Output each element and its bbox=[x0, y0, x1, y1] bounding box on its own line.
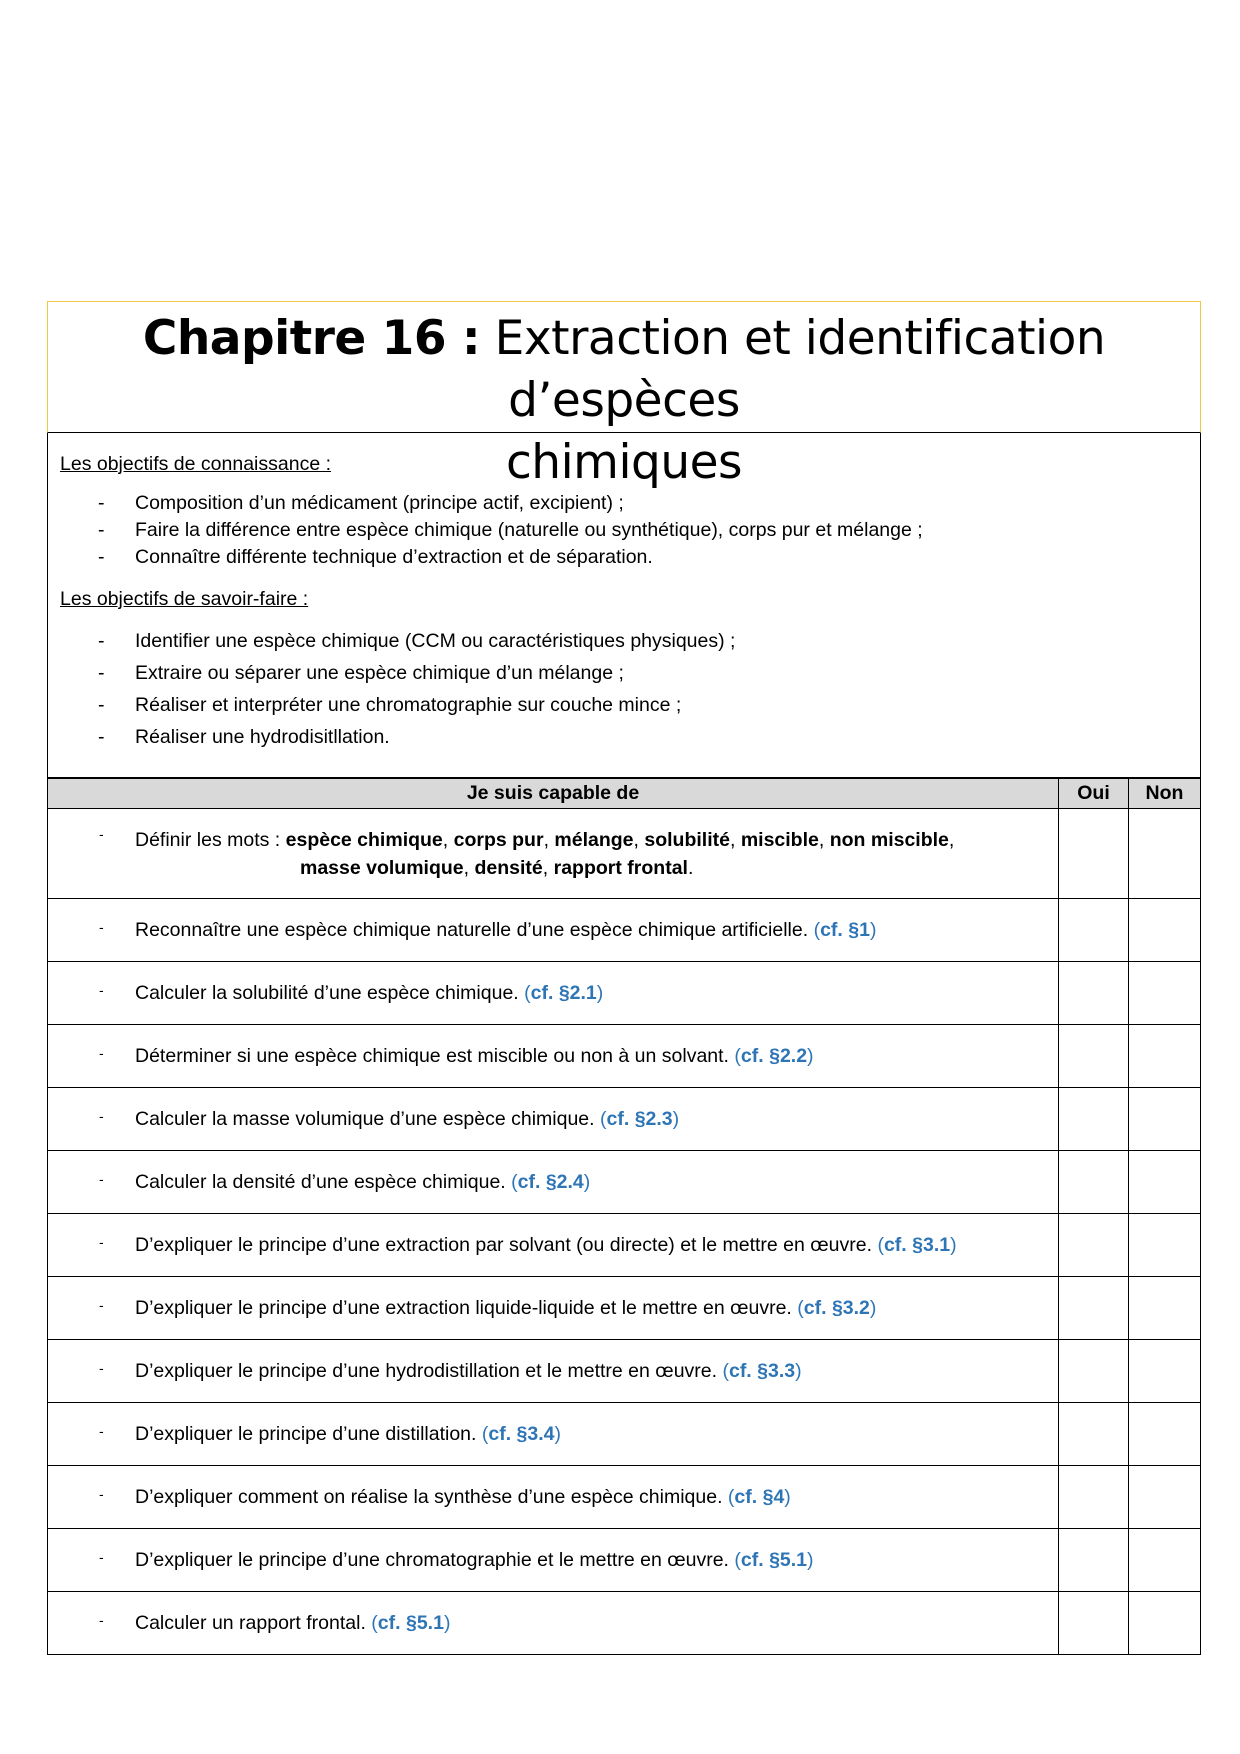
term: mélange bbox=[554, 828, 634, 851]
non-checkbox-cell[interactable] bbox=[1129, 1277, 1201, 1340]
ref-section: §2.1 bbox=[558, 981, 597, 1004]
oui-checkbox-cell[interactable] bbox=[1059, 899, 1129, 962]
header-skill: Je suis capable de bbox=[48, 779, 1059, 809]
ref-prefix: cf. bbox=[728, 1359, 758, 1382]
dash: - bbox=[99, 1611, 104, 1628]
ref-open: ( bbox=[481, 1422, 489, 1445]
table-header-row bbox=[48, 779, 1201, 809]
non-checkbox-cell[interactable] bbox=[1129, 1340, 1201, 1403]
skill-cell bbox=[48, 1592, 1059, 1655]
ref-close: ) bbox=[807, 1044, 814, 1067]
list-item bbox=[60, 625, 1188, 657]
ref-open: ( bbox=[734, 1548, 741, 1571]
non-checkbox-cell[interactable] bbox=[1129, 809, 1201, 899]
ref-prefix: cf. bbox=[740, 1548, 770, 1571]
ref-close: ) bbox=[672, 1107, 680, 1130]
table-row bbox=[48, 1403, 1201, 1466]
ref-open: ( bbox=[371, 1611, 378, 1634]
table-row bbox=[48, 1277, 1201, 1340]
non-checkbox-cell[interactable] bbox=[1129, 1466, 1201, 1529]
skill-cell bbox=[48, 1340, 1059, 1403]
dash: - bbox=[99, 1485, 104, 1502]
dash: - bbox=[99, 1170, 104, 1187]
table-row bbox=[48, 1214, 1201, 1277]
term: rapport frontal bbox=[553, 856, 688, 879]
table-row bbox=[48, 1466, 1201, 1529]
ref-open: ( bbox=[511, 1170, 518, 1193]
oui-checkbox-cell[interactable] bbox=[1059, 1529, 1129, 1592]
dash: - bbox=[99, 918, 104, 935]
list-item bbox=[60, 544, 1188, 571]
dash: - bbox=[99, 981, 104, 998]
skill-text: Déterminer si une espèce chimique est miscible ou non à un solvant. bbox=[135, 1044, 735, 1067]
skill-text: Reconnaître une espèce chimique naturelle d’une espèce chimique artificielle. bbox=[135, 918, 814, 941]
non-checkbox-cell[interactable] bbox=[1129, 1529, 1201, 1592]
oui-checkbox-cell[interactable] bbox=[1059, 1277, 1129, 1340]
list-item bbox=[60, 657, 1188, 689]
skill-cell bbox=[48, 1025, 1059, 1088]
table-row bbox=[48, 899, 1201, 962]
sep: , bbox=[542, 856, 554, 879]
sep: , bbox=[463, 856, 475, 879]
section-reference bbox=[877, 1234, 956, 1256]
oui-checkbox-cell[interactable] bbox=[1059, 1214, 1129, 1277]
skill-cell bbox=[48, 1529, 1059, 1592]
dash: - bbox=[99, 1044, 104, 1061]
dash: - bbox=[99, 1233, 104, 1250]
skill-text: D’expliquer le principe d’une extraction par solvant (ou directe) et le mettre en œuvre. bbox=[135, 1233, 878, 1256]
table-row bbox=[48, 1151, 1201, 1214]
list-item-text: Réaliser et interpréter une chromatographie sur couche mince ; bbox=[135, 694, 682, 716]
ref-prefix: cf. bbox=[883, 1233, 913, 1256]
section-reference bbox=[797, 1297, 876, 1319]
ref-close: ) bbox=[443, 1611, 451, 1634]
ref-section: §1 bbox=[848, 918, 870, 941]
savoir-faire-list bbox=[60, 625, 1188, 753]
ref-open: ( bbox=[600, 1107, 607, 1130]
section-reference bbox=[524, 982, 603, 1004]
page-title bbox=[48, 308, 1200, 432]
non-checkbox-cell[interactable] bbox=[1129, 1151, 1201, 1214]
sep: , bbox=[543, 828, 555, 851]
skill-cell bbox=[48, 899, 1059, 962]
dash: - bbox=[98, 630, 105, 652]
connaissance-heading: Les objectifs de connaissance : bbox=[60, 453, 332, 475]
term: miscible bbox=[740, 828, 819, 851]
ref-prefix: cf. bbox=[820, 918, 849, 941]
section-reference bbox=[728, 1486, 791, 1508]
skill-cell bbox=[48, 1214, 1059, 1277]
dash: - bbox=[99, 1107, 104, 1124]
ref-open: ( bbox=[877, 1233, 884, 1256]
skill-text: Calculer la masse volumique d’une espèce chimique. bbox=[135, 1107, 600, 1130]
dash: - bbox=[99, 1422, 104, 1439]
dash: - bbox=[99, 1359, 104, 1376]
oui-checkbox-cell[interactable] bbox=[1059, 1025, 1129, 1088]
ref-section: §5.1 bbox=[769, 1548, 808, 1571]
sep: , bbox=[729, 828, 741, 851]
ref-close: ) bbox=[869, 1296, 877, 1319]
table-row bbox=[48, 962, 1201, 1025]
table-row bbox=[48, 1025, 1201, 1088]
non-checkbox-cell[interactable] bbox=[1129, 1088, 1201, 1151]
skill-cell bbox=[48, 1088, 1059, 1151]
ref-prefix: cf. bbox=[517, 1170, 546, 1193]
skill-text: Calculer la densité d’une espèce chimique. bbox=[135, 1170, 512, 1193]
ref-close: ) bbox=[795, 1359, 802, 1382]
non-checkbox-cell[interactable] bbox=[1129, 1025, 1201, 1088]
ref-section: §4 bbox=[762, 1485, 785, 1508]
list-item-text: Extraire ou séparer une espèce chimique d’un mélange ; bbox=[135, 662, 624, 684]
definitions-prefix: Définir les mots : bbox=[135, 828, 286, 851]
non-checkbox-cell[interactable] bbox=[1129, 1214, 1201, 1277]
oui-checkbox-cell[interactable] bbox=[1059, 1403, 1129, 1466]
oui-checkbox-cell[interactable] bbox=[1059, 1151, 1129, 1214]
title-bold: Chapitre 16 : bbox=[142, 311, 481, 366]
title-line1: Extraction et identification d’espèces bbox=[480, 311, 1106, 428]
oui-checkbox-cell[interactable] bbox=[1059, 809, 1129, 899]
list-item bbox=[60, 721, 1188, 753]
dash: - bbox=[99, 1296, 104, 1313]
table-row-definitions bbox=[48, 809, 1201, 899]
dash: - bbox=[98, 694, 105, 716]
ref-prefix: cf. bbox=[740, 1044, 770, 1067]
dash: - bbox=[98, 662, 105, 684]
title-line2: chimiques bbox=[505, 435, 743, 490]
oui-checkbox-cell[interactable] bbox=[1059, 1592, 1129, 1655]
section-reference bbox=[482, 1423, 561, 1445]
term: solubilité bbox=[644, 828, 730, 851]
ref-close: ) bbox=[950, 1233, 957, 1256]
skill-cell bbox=[48, 1403, 1059, 1466]
ref-open: ( bbox=[813, 918, 821, 941]
definitions-text bbox=[135, 826, 1058, 882]
ref-open: ( bbox=[722, 1359, 729, 1382]
list-item-text: Connaître différente technique d’extraction et de séparation. bbox=[135, 546, 653, 568]
ref-section: §3.4 bbox=[516, 1422, 555, 1445]
ref-open: ( bbox=[734, 1044, 741, 1067]
chapter-sheet bbox=[47, 301, 1201, 1655]
ref-section: §3.3 bbox=[757, 1359, 796, 1382]
ref-section: §2.4 bbox=[545, 1170, 584, 1193]
section-reference bbox=[600, 1108, 679, 1130]
ref-close: ) bbox=[784, 1485, 791, 1508]
header-oui: Oui bbox=[1059, 779, 1129, 809]
term: corps pur bbox=[453, 828, 544, 851]
section-reference bbox=[371, 1612, 450, 1634]
skill-cell bbox=[48, 1151, 1059, 1214]
ref-section: §3.1 bbox=[912, 1233, 951, 1256]
connaissance-list bbox=[60, 490, 1188, 571]
ref-open: ( bbox=[727, 1485, 735, 1508]
savoir-faire-heading: Les objectifs de savoir-faire : bbox=[60, 588, 309, 610]
list-item bbox=[60, 689, 1188, 721]
section-reference bbox=[734, 1045, 813, 1067]
skill-cell bbox=[48, 1466, 1059, 1529]
sep: , bbox=[442, 828, 454, 851]
ref-prefix: cf. bbox=[606, 1107, 635, 1130]
sep: , bbox=[948, 828, 955, 851]
dash: - bbox=[99, 1548, 104, 1565]
skill-text: D’expliquer le principe d’une extraction liquide-liquide et le mettre en œuvre. bbox=[135, 1296, 798, 1319]
skills-table bbox=[47, 778, 1201, 1655]
end: . bbox=[687, 856, 694, 879]
ref-prefix: cf. bbox=[377, 1611, 406, 1634]
list-item-text: Faire la différence entre espèce chimique (naturelle ou synthétique), corps pur et mélange ; bbox=[135, 519, 923, 541]
sep: , bbox=[633, 828, 645, 851]
ref-prefix: cf. bbox=[488, 1422, 517, 1445]
header-non: Non bbox=[1129, 779, 1201, 809]
table-row bbox=[48, 1529, 1201, 1592]
skill-text: D’expliquer comment on réalise la synthèse d’une espèce chimique. bbox=[135, 1485, 728, 1508]
skill-text: Calculer la solubilité d’une espèce chimique. bbox=[135, 981, 525, 1004]
skill-cell bbox=[48, 1277, 1059, 1340]
term: densité bbox=[474, 856, 543, 879]
ref-prefix: cf. bbox=[803, 1296, 832, 1319]
list-item-text: Composition d’un médicament (principe actif, excipient) ; bbox=[135, 492, 624, 514]
list-item bbox=[60, 490, 1188, 517]
non-checkbox-cell[interactable] bbox=[1129, 962, 1201, 1025]
ref-close: ) bbox=[583, 1170, 591, 1193]
section-reference bbox=[722, 1360, 801, 1382]
dash: - bbox=[98, 492, 105, 514]
ref-close: ) bbox=[596, 981, 604, 1004]
ref-prefix: cf. bbox=[734, 1485, 763, 1508]
sep: , bbox=[818, 828, 830, 851]
table-row bbox=[48, 1340, 1201, 1403]
oui-checkbox-cell[interactable] bbox=[1059, 1466, 1129, 1529]
non-checkbox-cell[interactable] bbox=[1129, 899, 1201, 962]
section-reference bbox=[734, 1549, 813, 1571]
term: masse volumique bbox=[300, 856, 464, 879]
ref-close: ) bbox=[869, 918, 877, 941]
skill-text: D’expliquer le principe d’une distillation. bbox=[135, 1422, 482, 1445]
skill-cell bbox=[48, 962, 1059, 1025]
list-item bbox=[60, 517, 1188, 544]
skill-text: Calculer un rapport frontal. bbox=[135, 1611, 372, 1634]
table-row bbox=[48, 1088, 1201, 1151]
dash: - bbox=[98, 519, 105, 541]
oui-checkbox-cell[interactable] bbox=[1059, 1340, 1129, 1403]
non-checkbox-cell[interactable] bbox=[1129, 1592, 1201, 1655]
ref-section: §5.1 bbox=[405, 1611, 444, 1634]
section-reference bbox=[814, 919, 877, 941]
ref-section: §2.2 bbox=[769, 1044, 808, 1067]
ref-section: §3.2 bbox=[831, 1296, 870, 1319]
term: espèce chimique bbox=[285, 828, 443, 851]
non-checkbox-cell[interactable] bbox=[1129, 1403, 1201, 1466]
skill-text: D’expliquer le principe d’une hydrodistillation et le mettre en œuvre. bbox=[135, 1359, 723, 1382]
ref-close: ) bbox=[554, 1422, 561, 1445]
oui-checkbox-cell[interactable] bbox=[1059, 1088, 1129, 1151]
table-row bbox=[48, 1592, 1201, 1655]
dash: - bbox=[99, 825, 104, 842]
section-reference bbox=[511, 1171, 590, 1193]
ref-close: ) bbox=[807, 1548, 814, 1571]
term: non miscible bbox=[829, 828, 949, 851]
oui-checkbox-cell[interactable] bbox=[1059, 962, 1129, 1025]
skill-cell bbox=[48, 809, 1059, 899]
ref-open: ( bbox=[797, 1296, 804, 1319]
dash: - bbox=[98, 546, 105, 568]
list-item-text: Identifier une espèce chimique (CCM ou caractéristiques physiques) ; bbox=[135, 630, 736, 652]
skill-text: D’expliquer le principe d’une chromatographie et le mettre en œuvre. bbox=[135, 1548, 735, 1571]
dash: - bbox=[98, 726, 105, 748]
ref-prefix: cf. bbox=[530, 981, 559, 1004]
ref-open: ( bbox=[524, 981, 531, 1004]
ref-section: §2.3 bbox=[634, 1107, 673, 1130]
definitions-line2 bbox=[135, 854, 1058, 882]
list-item-text: Réaliser une hydrodisitllation. bbox=[135, 726, 390, 748]
